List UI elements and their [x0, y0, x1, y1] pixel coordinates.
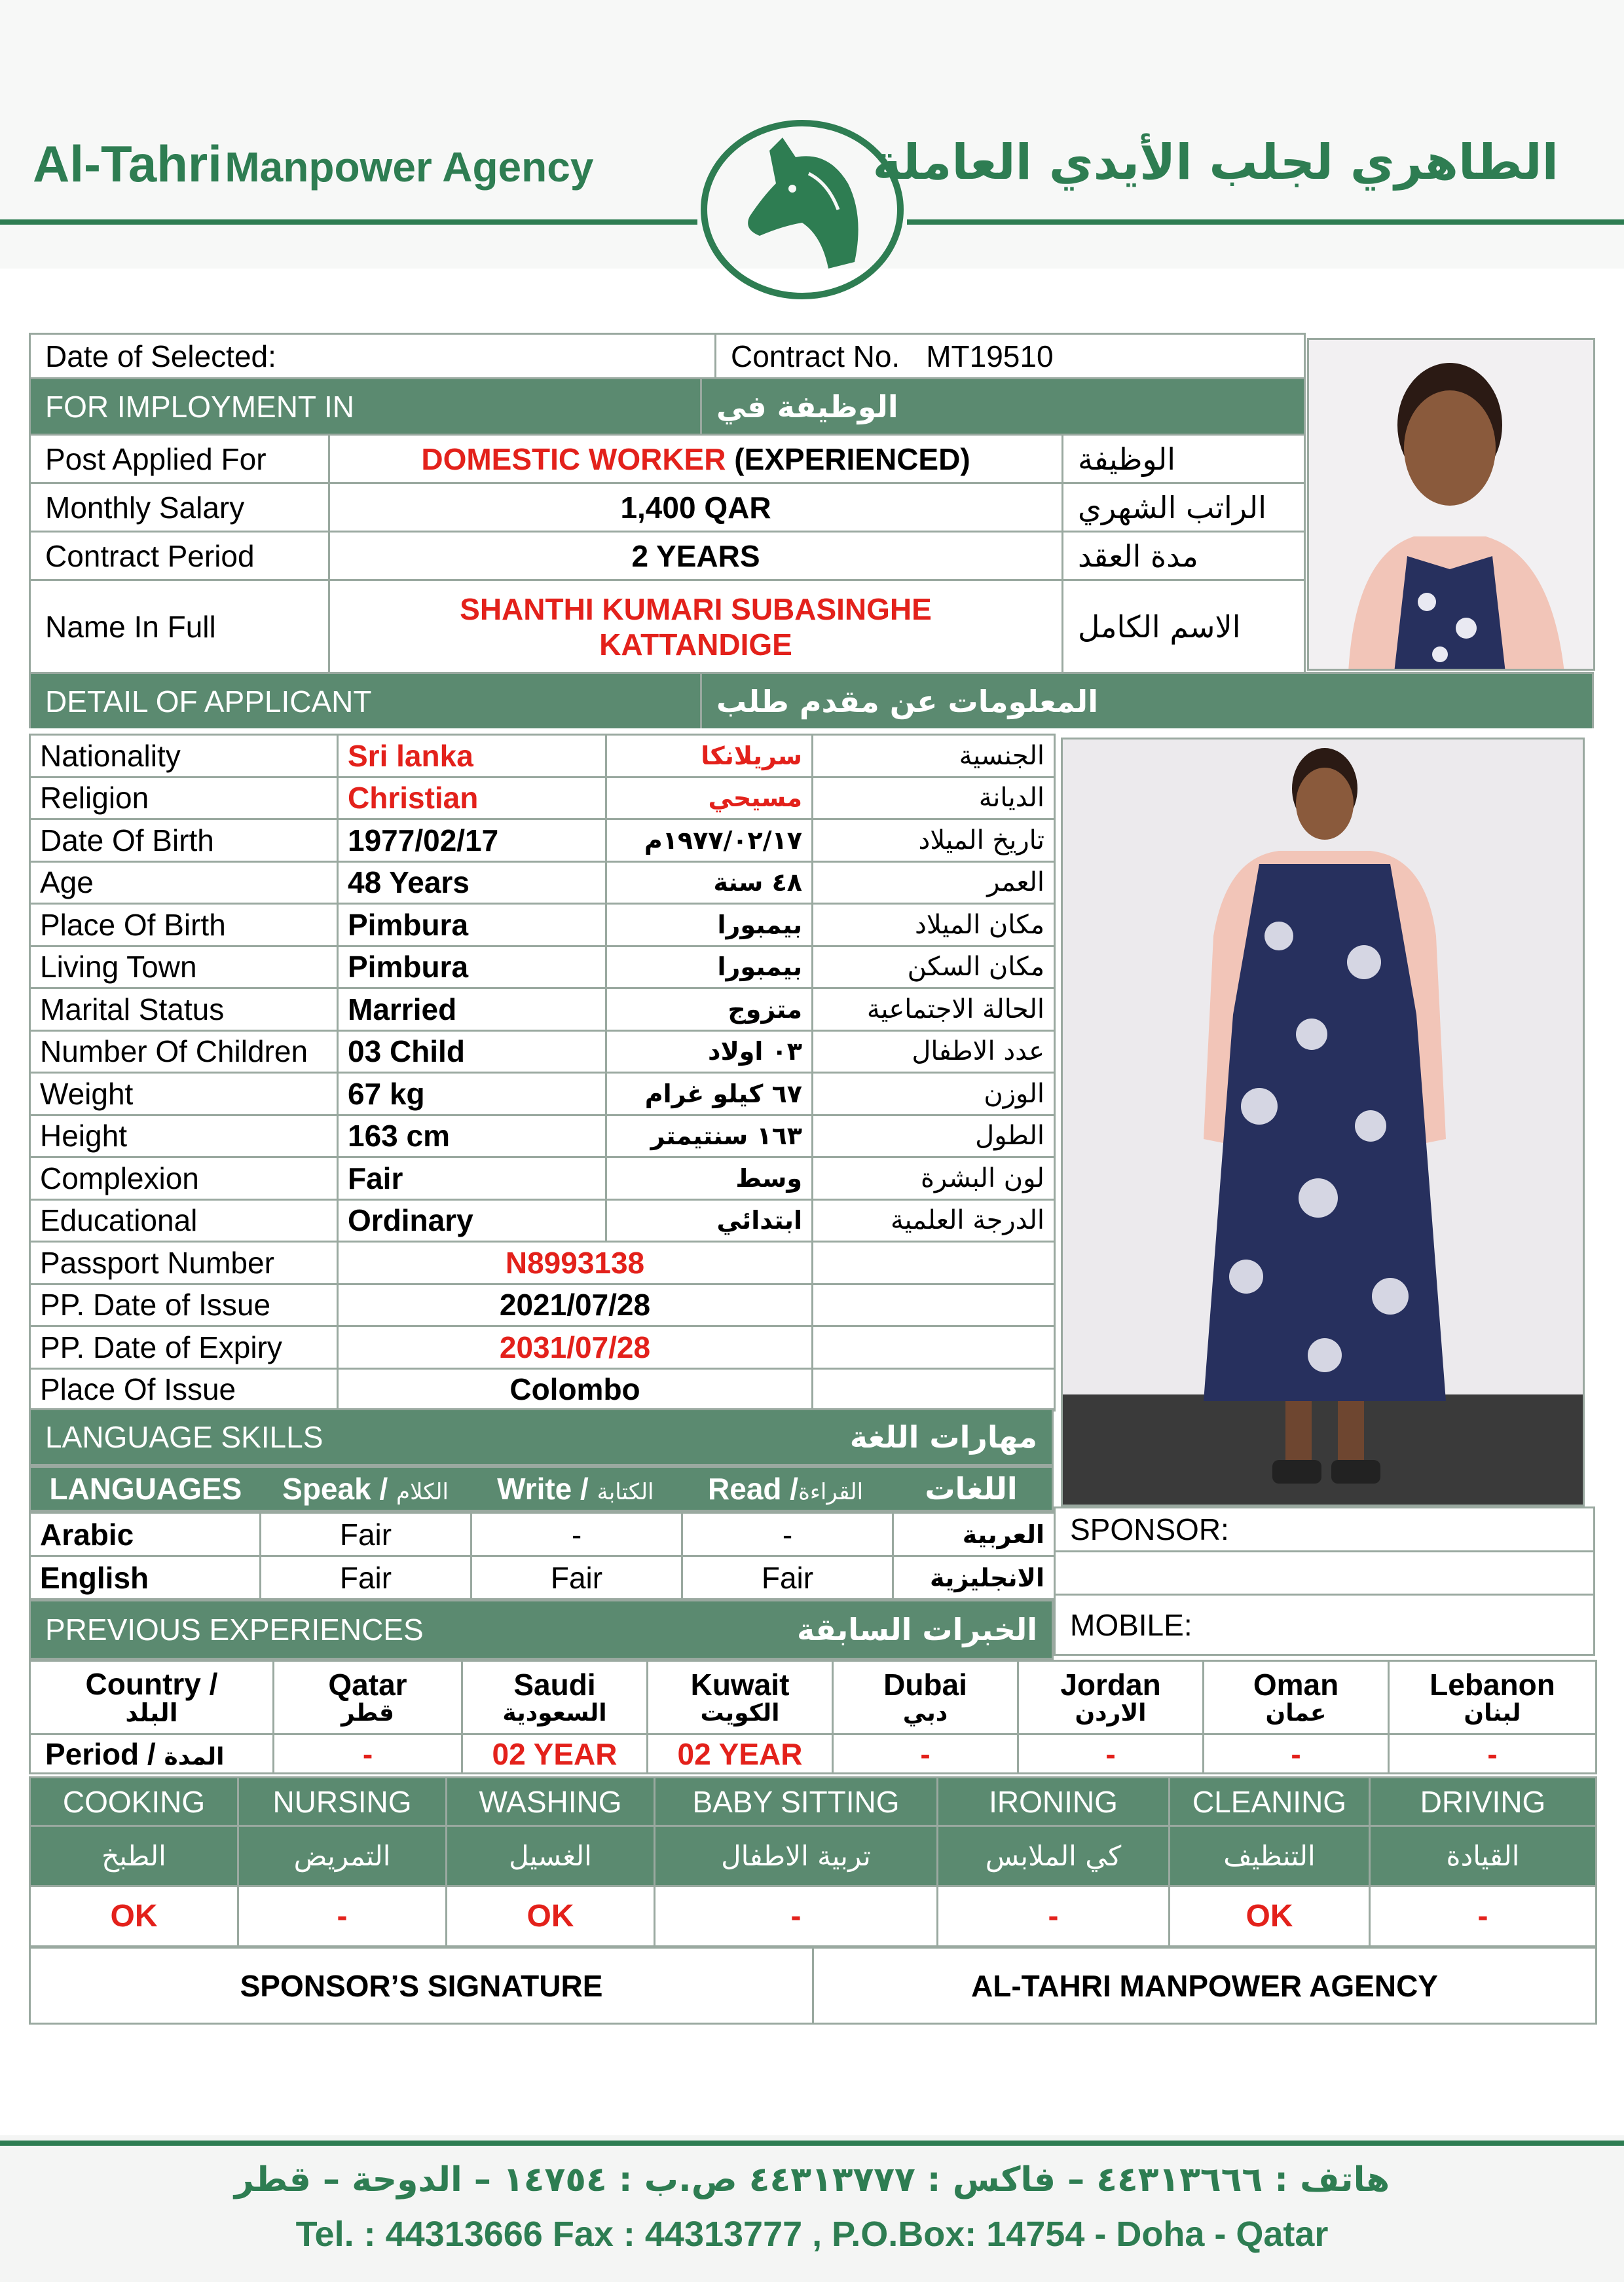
employment-section-title — [29, 379, 702, 434]
language-row — [30, 1513, 1055, 1556]
employment-title-en: FOR IMPLOYMENT IN — [45, 389, 354, 424]
country-cell — [833, 1661, 1018, 1734]
monthly-salary-row — [29, 482, 1306, 531]
country-name-ar: لبنان — [1464, 1699, 1521, 1727]
contract-period-label-ar: مدة العقد — [1078, 538, 1198, 574]
passport-row — [30, 1326, 1055, 1369]
agency-signature-cell[interactable] — [813, 1948, 1596, 2024]
applicant-field-label-ar: الحالة الاجتماعية — [813, 988, 1055, 1031]
country-period: - — [1204, 1734, 1389, 1774]
applicant-field-label: Date Of Birth — [30, 819, 338, 862]
passport-field-value: 2031/07/28 — [338, 1326, 813, 1369]
applicant-field-label-ar: لون البشرة — [813, 1157, 1055, 1200]
applicant-field-label: Age — [30, 861, 338, 904]
lang-col-read — [680, 1471, 891, 1506]
passport-field-value: N8993138 — [338, 1242, 813, 1284]
language-row — [30, 1556, 1055, 1599]
applicant-row — [30, 735, 1055, 777]
applicant-field-label-ar: الديانة — [813, 777, 1055, 819]
applicant-field-value-ar: ٤٨ سنة — [606, 861, 813, 904]
applicant-field-value-ar: متزوج — [606, 988, 813, 1031]
applicant-field-label-ar: الجنسية — [813, 735, 1055, 777]
country-period: - — [274, 1734, 462, 1774]
skill-value: - — [655, 1886, 938, 1947]
skill-name-ar: التمريض — [238, 1826, 447, 1886]
skill-name-ar: القيادة — [1370, 1826, 1596, 1886]
applicant-field-label-ar: الدرجة العلمية — [813, 1199, 1055, 1242]
post-applied-label-ar: الوظيفة — [1078, 441, 1175, 477]
language-name: Arabic — [30, 1513, 261, 1556]
experience-title-ar: الخبرات السابقة — [797, 1612, 1037, 1647]
contract-period-row — [29, 531, 1306, 579]
language-table — [29, 1512, 1056, 1600]
skill-name: BABY SITTING — [655, 1778, 938, 1826]
period-label: Period / — [45, 1736, 164, 1771]
language-write: - — [471, 1513, 682, 1556]
language-title-ar: مهارات اللغة — [849, 1419, 1037, 1455]
country-cell — [462, 1661, 648, 1734]
contract-period-value: 2 YEARS — [631, 538, 760, 573]
skill-name: CLEANING — [1170, 1778, 1370, 1826]
skill-name-ar: التنظيف — [1170, 1826, 1370, 1886]
full-name-label: Name In Full — [45, 609, 216, 644]
skill-name-ar: الطبخ — [30, 1826, 238, 1886]
country-cell — [274, 1661, 462, 1734]
country-name-ar: الكويت — [700, 1699, 780, 1727]
applicant-field-value-ar: ابتدائي — [606, 1199, 813, 1242]
footer-contact-english: Tel. : 44313666 Fax : 44313777 , P.O.Box: 14754 - Doha - Qatar — [295, 2215, 1329, 2254]
monthly-salary-label: Monthly Salary — [45, 490, 245, 525]
skill-name-ar: الغسيل — [447, 1826, 655, 1886]
applicant-row — [30, 777, 1055, 819]
country-period: - — [1389, 1734, 1596, 1774]
lang-col-speak-ar: الكلام — [396, 1479, 449, 1505]
applicant-field-label-ar: الطول — [813, 1115, 1055, 1157]
country-cell — [1389, 1661, 1596, 1734]
applicant-title-en: DETAIL OF APPLICANT — [45, 684, 372, 719]
passport-field-label: PP. Date of Expiry — [30, 1326, 338, 1369]
applicant-field-label: Living Town — [30, 946, 338, 988]
applicant-field-value: Pimbura — [338, 946, 606, 988]
country-label: Country / — [85, 1667, 218, 1702]
applicant-field-value: 163 cm — [338, 1115, 606, 1157]
experience-table — [29, 1660, 1597, 1774]
language-name-ar: الانجليزية — [893, 1556, 1055, 1599]
passport-row — [30, 1242, 1055, 1284]
skills-table — [29, 1776, 1597, 1947]
employment-section-title-ar — [702, 379, 1306, 434]
country-name-ar: قطر — [341, 1699, 395, 1727]
lang-col-read-en: Read / — [708, 1472, 799, 1506]
mobile-label: MOBILE: — [1070, 1607, 1192, 1642]
applicant-field-value: Ordinary — [338, 1199, 606, 1242]
language-read: - — [682, 1513, 893, 1556]
country-name: Oman — [1253, 1668, 1339, 1702]
passport-field-value: Colombo — [338, 1368, 813, 1411]
footer-divider — [0, 2141, 1624, 2146]
applicant-field-value-ar: بيمبورا — [606, 946, 813, 988]
lang-col-languages: LANGUAGES — [49, 1472, 242, 1506]
experience-section-title — [29, 1599, 1054, 1660]
applicant-field-label-ar: مكان الميلاد — [813, 904, 1055, 946]
sponsor-label: SPONSOR: — [1070, 1512, 1229, 1546]
full-name-row — [29, 579, 1306, 672]
letterhead — [0, 0, 1624, 269]
applicant-full-body-photo — [1061, 738, 1585, 1506]
applicant-row — [30, 988, 1055, 1031]
country-header-cell — [30, 1661, 274, 1734]
skill-value: - — [1370, 1886, 1596, 1947]
passport-field-blank — [813, 1284, 1055, 1326]
full-body-image — [1063, 739, 1585, 1506]
passport-field-blank — [813, 1242, 1055, 1284]
passport-field-label: Passport Number — [30, 1242, 338, 1284]
language-read: Fair — [682, 1556, 893, 1599]
country-label-ar: البلد — [125, 1698, 178, 1727]
brand-name-english — [33, 134, 593, 194]
period-label-ar: المدة — [164, 1743, 225, 1770]
passport-field-blank — [813, 1326, 1055, 1369]
footer-background — [0, 2135, 1624, 2282]
full-name-line2: KATTANDIGE — [599, 627, 792, 662]
applicant-field-label: Religion — [30, 777, 338, 819]
passport-field-label: Place Of Issue — [30, 1368, 338, 1411]
country-name-ar: عمان — [1265, 1699, 1327, 1727]
applicant-field-label-ar: الوزن — [813, 1073, 1055, 1115]
skill-value: OK — [447, 1886, 655, 1947]
country-cell — [648, 1661, 833, 1734]
lang-col-languages-ar: اللغات — [925, 1471, 1018, 1506]
full-name-label-ar: الاسم الكامل — [1078, 608, 1241, 645]
skill-name-ar: تربية الاطفال — [655, 1826, 938, 1886]
country-name: Saudi — [513, 1668, 596, 1702]
header-divider-right — [907, 219, 1624, 225]
lang-col-write-en: Write / — [497, 1472, 597, 1506]
monthly-salary-value: 1,400 QAR — [620, 490, 771, 525]
applicant-headshot-photo — [1307, 338, 1595, 671]
language-write: Fair — [471, 1556, 682, 1599]
lang-col-speak-en: Speak / — [282, 1472, 397, 1506]
language-header-row — [29, 1466, 1054, 1512]
country-name: Qatar — [328, 1668, 407, 1702]
applicant-row — [30, 946, 1055, 988]
country-period: - — [833, 1734, 1018, 1774]
brand-name-part2: Manpower Agency — [225, 143, 594, 191]
monthly-salary-label-ar: الراتب الشهري — [1078, 489, 1266, 525]
applicant-row — [30, 1157, 1055, 1200]
applicant-field-value: Married — [338, 988, 606, 1031]
skill-value: OK — [30, 1886, 238, 1947]
period-header-cell — [30, 1734, 274, 1774]
applicant-title-ar: المعلومات عن مقدم طلب — [716, 683, 1098, 719]
date-selected-label: Date of Selected: — [45, 339, 276, 373]
language-speak: Fair — [261, 1556, 471, 1599]
sponsor-field-extra[interactable] — [1054, 1552, 1595, 1596]
country-cell — [1204, 1661, 1389, 1734]
applicant-field-label: Marital Status — [30, 988, 338, 1031]
applicant-field-label: Weight — [30, 1073, 338, 1115]
language-name-ar: العربية — [893, 1513, 1055, 1556]
applicant-row — [30, 1115, 1055, 1157]
country-period: 02 YEAR — [462, 1734, 648, 1774]
date-selected-cell — [29, 335, 716, 377]
country-name: Jordan — [1060, 1668, 1161, 1702]
country-period: - — [1018, 1734, 1204, 1774]
lang-col-read-ar: القراءة — [798, 1479, 864, 1505]
headshot-image — [1309, 340, 1595, 671]
skill-name: WASHING — [447, 1778, 655, 1826]
country-name-ar: الاردن — [1075, 1699, 1147, 1727]
passport-row — [30, 1368, 1055, 1411]
lang-col-speak — [261, 1471, 471, 1506]
mobile-field[interactable] — [1054, 1596, 1595, 1656]
applicant-field-value-ar: مسيحي — [606, 777, 813, 819]
lang-col-write-ar: الكتابة — [597, 1479, 654, 1505]
brand-name-arabic: الطاهري لجلب الأيدي العاملة — [872, 134, 1559, 191]
applicant-field-value-ar: ٠٣ اولاد — [606, 1030, 813, 1073]
applicant-field-label-ar: عدد الاطفال — [813, 1030, 1055, 1073]
applicant-row — [30, 904, 1055, 946]
contract-number-label: Contract No. — [731, 339, 900, 373]
brand-name-part1: Al-Tahri — [33, 135, 222, 193]
contract-number-value: MT19510 — [926, 339, 1054, 373]
applicant-row — [30, 819, 1055, 862]
applicant-row — [30, 1199, 1055, 1242]
applicant-row — [30, 1030, 1055, 1073]
applicant-field-label: Number Of Children — [30, 1030, 338, 1073]
sponsor-field[interactable] — [1054, 1506, 1595, 1552]
applicant-row — [30, 861, 1055, 904]
applicant-field-value-ar: وسط — [606, 1157, 813, 1200]
applicant-field-label-ar: تاريخ الميلاد — [813, 819, 1055, 862]
post-applied-value: DOMESTIC WORKER — [421, 441, 726, 476]
passport-field-label: PP. Date of Issue — [30, 1284, 338, 1326]
applicant-field-value: Pimbura — [338, 904, 606, 946]
applicant-field-value: 48 Years — [338, 861, 606, 904]
applicant-row — [30, 1073, 1055, 1115]
sponsor-signature-cell[interactable] — [30, 1948, 813, 2024]
applicant-field-value: 03 Child — [338, 1030, 606, 1073]
country-name-ar: دبي — [902, 1699, 948, 1727]
header-divider-left — [0, 219, 697, 225]
skill-name: DRIVING — [1370, 1778, 1596, 1826]
passport-field-blank — [813, 1368, 1055, 1411]
country-cell — [1018, 1661, 1204, 1734]
lang-col-write — [470, 1471, 680, 1506]
applicant-field-label: Place Of Birth — [30, 904, 338, 946]
applicant-field-label: Complexion — [30, 1157, 338, 1200]
employment-title-ar: الوظيفة في — [716, 388, 898, 424]
applicant-section-title — [29, 674, 702, 728]
applicant-section-title-ar — [702, 674, 1594, 728]
language-name: English — [30, 1556, 261, 1599]
language-title-en: LANGUAGE SKILLS — [45, 1420, 323, 1454]
applicant-field-value-ar: بيمبورا — [606, 904, 813, 946]
applicant-detail-table — [29, 734, 1056, 1412]
applicant-field-value-ar: ٦٧ كيلو غرام — [606, 1073, 813, 1115]
applicant-field-value: 1977/02/17 — [338, 819, 606, 862]
post-applied-qualifier: (EXPERIENCED) — [726, 441, 970, 476]
skill-value: - — [238, 1886, 447, 1947]
agency-signature-label: AL-TAHRI MANPOWER AGENCY — [971, 1968, 1438, 2003]
country-name: Kuwait — [690, 1668, 790, 1702]
skill-name: NURSING — [238, 1778, 447, 1826]
applicant-field-label-ar: مكان السكن — [813, 946, 1055, 988]
language-speak: Fair — [261, 1513, 471, 1556]
applicant-field-label-ar: العمر — [813, 861, 1055, 904]
applicant-field-value: 67 kg — [338, 1073, 606, 1115]
language-section-title — [29, 1408, 1054, 1466]
applicant-field-label: Educational — [30, 1199, 338, 1242]
post-applied-label: Post Applied For — [45, 441, 267, 476]
post-applied-row — [29, 434, 1306, 482]
experience-title-en: PREVIOUS EXPERIENCES — [45, 1613, 424, 1647]
contract-period-label: Contract Period — [45, 538, 255, 573]
passport-field-value: 2021/07/28 — [338, 1284, 813, 1326]
applicant-field-value-ar: ١٩٧٧/٠٢/١٧م — [606, 819, 813, 862]
country-period: 02 YEAR — [648, 1734, 833, 1774]
country-name: Dubai — [883, 1668, 967, 1702]
country-name-ar: السعودية — [502, 1699, 607, 1727]
applicant-field-value: Christian — [338, 777, 606, 819]
footer-contact-arabic: هاتف : ٤٤٣١٣٦٦٦ – فاكس : ٤٤٣١٣٧٧٧ ص.ب : ١٤٧٥٤ – الدوحة – قطر — [234, 2160, 1390, 2199]
country-name: Lebanon — [1430, 1668, 1555, 1702]
applicant-field-value-ar: سريلانكا — [606, 735, 813, 777]
contract-number-cell — [716, 335, 1306, 377]
signature-table — [29, 1947, 1597, 2025]
skill-name-ar: كي الملابس — [938, 1826, 1170, 1886]
applicant-field-value-ar: ١٦٣ سنتيمتر — [606, 1115, 813, 1157]
applicant-field-value: Sri lanka — [338, 735, 606, 777]
skill-value: OK — [1170, 1886, 1370, 1947]
applicant-field-value: Fair — [338, 1157, 606, 1200]
skill-value: - — [938, 1886, 1170, 1947]
skill-name: IRONING — [938, 1778, 1170, 1826]
sponsor-signature-label: SPONSOR’S SIGNATURE — [240, 1968, 603, 2003]
full-name-line1: SHANTHI KUMARI SUBASINGHE — [460, 591, 932, 626]
skill-name: COOKING — [30, 1778, 238, 1826]
applicant-field-label: Nationality — [30, 735, 338, 777]
passport-row — [30, 1284, 1055, 1326]
applicant-field-label: Height — [30, 1115, 338, 1157]
